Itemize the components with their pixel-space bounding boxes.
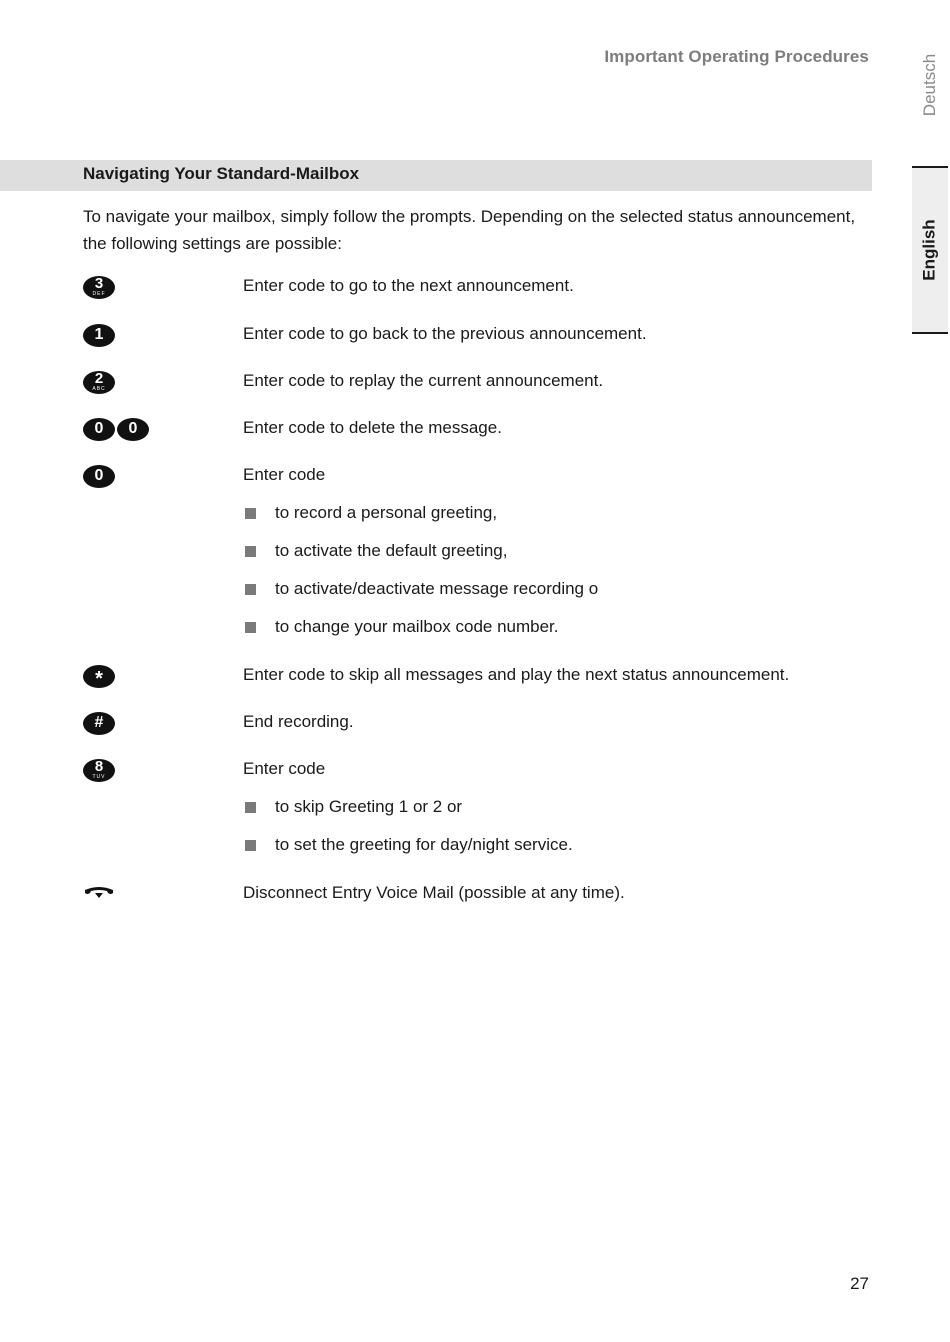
list-item: to set the greeting for day/night service. [243, 835, 573, 873]
entry-description: Enter code to go to the next announcement. [243, 276, 574, 295]
keypad-hash-icon: # [83, 712, 115, 735]
key-group [83, 418, 149, 441]
option-list [243, 797, 573, 873]
keypad-1-icon: 1 [83, 324, 115, 347]
list-item: to record a personal greeting, [243, 503, 598, 541]
entry-description: Disconnect Entry Voice Mail (possible at any time). [243, 883, 625, 902]
entry-description: Enter code to go back to the previous announcement. [243, 324, 647, 343]
entry-description: Enter code to skip all messages and play the next status announcement. [243, 665, 790, 684]
language-tab-label: English [920, 219, 939, 281]
square-bullet-icon [245, 622, 256, 633]
keypad-0-icon: 0 [83, 465, 115, 488]
keypad-star-icon: * [83, 665, 115, 688]
option-list [243, 503, 598, 655]
key-group [83, 371, 115, 394]
key-group [83, 665, 115, 688]
square-bullet-icon [245, 508, 256, 519]
square-bullet-icon [245, 840, 256, 851]
keypad-3-icon: 3 DEF [83, 276, 115, 299]
key-group [83, 324, 115, 347]
section-intro: To navigate your mailbox, simply follow the prompts. Depending on the selected status announcement, the following settings are possible: [83, 207, 856, 253]
language-tab-label: Deutsch [920, 53, 939, 117]
language-tab-english[interactable] [912, 166, 948, 334]
keypad-0-icon: 0 [117, 418, 149, 441]
language-tab-deutsch[interactable] [912, 40, 948, 130]
list-item: to activate the default greeting, [243, 541, 598, 579]
square-bullet-icon [245, 584, 256, 595]
entry-description: End recording. [243, 712, 354, 731]
square-bullet-icon [245, 802, 256, 813]
keypad-2-icon: 2 ABC [83, 371, 115, 394]
list-item: to change your mailbox code number. [243, 617, 598, 655]
hang-up-handset-icon [83, 883, 115, 903]
keypad-8-icon: 8 TUV [83, 759, 115, 782]
key-group [83, 465, 115, 488]
square-bullet-icon [245, 546, 256, 557]
section-title: Navigating Your Standard-Mailbox [83, 164, 360, 183]
entry-description: Enter code to replay the current announcement. [243, 371, 604, 390]
entry-description: Enter code to delete the message. [243, 418, 502, 437]
entry-description: Enter code [243, 759, 326, 778]
running-head: Important Operating Procedures [604, 47, 869, 66]
list-item: to activate/deactivate message recording o [243, 579, 598, 617]
key-group [83, 759, 115, 782]
list-item: to skip Greeting 1 or 2 or [243, 797, 573, 835]
key-group [83, 712, 115, 735]
key-group [83, 276, 115, 299]
entry-description: Enter code [243, 465, 326, 484]
keypad-0-icon: 0 [83, 418, 115, 441]
page-number: 27 [850, 1274, 869, 1293]
